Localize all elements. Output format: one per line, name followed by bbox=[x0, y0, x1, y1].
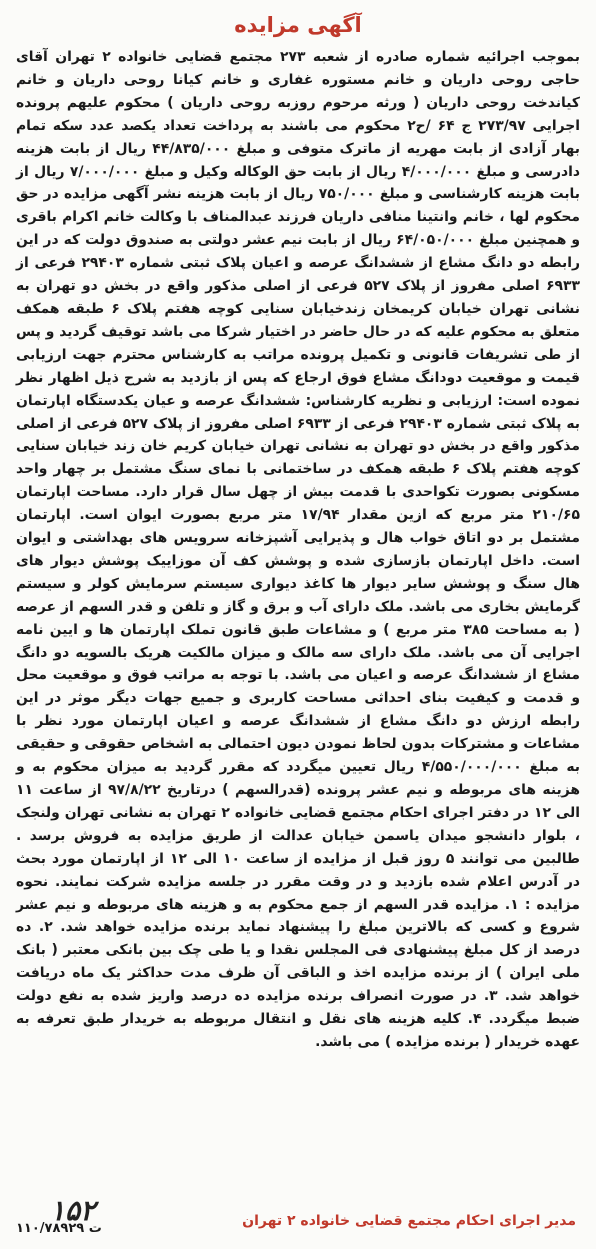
signature-line: مدیر اجرای احکام مجتمع قضایی خانواده ۲ تهران bbox=[242, 1213, 576, 1229]
notice-footer bbox=[10, 1194, 586, 1238]
notice-body: بموجب اجرائیه شماره صادره از شعبه ۲۷۳ مجتمع قضایی خانواده ۲ تهران آقای حاجی روحی داریان و خانم مستوره غفاری و خانم کیانا روحی داریان و خانم کیاندخت روحی داریان ( ورثه مرحوم روزبه روحی داریان ) محکوم علیهم پرونده اجرایی ۲۷۳/۹۷ ج ۶۴ /ح۲ محکوم می باشند به پرداخت تعداد یکصد عدد سکه تمام بهار آزادی از بابت مهریه از ماترک متوفی و مبلغ ۴۴/۸۳۵/۰۰۰ ریال از بابت هزینه دادرسی و مبلغ ۴/۰۰۰/۰۰۰ ریال از بابت حق الوکاله وکیل و مبلغ ۷/۰۰۰/۰۰۰ ریال از بابت هزینه کارشناسی و مبلغ ۷۵۰/۰۰۰ ریال از بابت هزینه نشر آگهی مزایده در حق محکوم لها ، خانم وانتینا منافی داریان فرزند عبدالمناف با وکالت خانم اکرام باقری و همچنین مبلغ ۶۴/۰۵۰/۰۰۰ ریال از بابت نیم عشر دولتی به صندوق دولت که در این رابطه دو دانگ مشاع از ششدانگ عرصه و اعیان پلاک ثبتی شماره ۲۹۴۰۳ فرعی از ۶۹۳۳ اصلی مفروز از پلاک ۵۲۷ فرعی از اصلی مذکور واقع در بخش دو تهران به نشانی تهران خیابان کریمخان زندخیابان سنایی کوچه هفتم پلاک ۶ طبقه همکف متعلق به محکوم علیه که در حال حاضر در اختیار شرکا می باشد توقیف گردید و پس از طی تشریفات قانونی و تکمیل پرونده مراتب به کارشناس محترم جهت ارزیابی قیمت و موقعیت دودانگ مشاع فوق ارجاع که پس از بازدید به شرح ذیل اظهار نظر نموده است: ارزیابی و نظریه کارشناس: ششدانگ عرصه و عیان یکدستگاه اپارتمان به پلاک ثبتی شماره ۲۹۴۰۳ فرعی از ۶۹۳۳ اصلی مفروز از پلاک ۵۲۷ فرعی از اصلی مذکور واقع در بخش دو تهران به نشانی تهران خیابان کریم خان زند خیابان سنایی کوچه هفتم پلاک ۶ طبقه همکف در ساختمانی با نمای سنگ مشتمل بر چهار واحد مسکونی بصورت تکواحدی با قدمت بیش از چهل سال قرار دارد. مساحت اپارتمان ۲۱۰/۶۵ متر مربع که ازین مقدار ۱۷/۹۴ متر مربع بصورت ایوان است. اپارتمان مشتمل بر دو اتاق خواب هال و پذیرایی آشپزخانه سرویس های بهداشتی و ایوان است. داخل اپارتمان بازسازی شده و پوشش کف آن موزاییک پوشش دیوار های هال سنگ و پوشش سایر دیوار ها کاغذ دیواری سیستم سرمایش کولر و سیستم گرمایش بخاری می باشد. ملک دارای آب و برق و گاز و تلفن و قدر السهم از عرصه ( به مساحت ۳۸۵ متر مربع ) و مشاعات طبق قانون تملک اپارتمان ها و ایین نامه اجرایی آن می باشد. ملک دارای سه مالک و میزان مالکیت هریک بالسویه دو دانگ مشاع از ششدانگ عرصه و اعیان می باشد. با توجه به مراتب فوق و موقعیت محل و قدمت و کیفیت بنای احداثی مساحت کاربری و جمیع جهات دیگر موثر در این رابطه ارزش دو دانگ مشاع از ششدانگ عرصه و اعیان اپارتمان مورد نظر با مشاعات و مشترکات بدون لحاظ نمودن دیون احتمالی به اشخاص حقوقی و حقیقی به مبلغ ۴/۵۵۰/۰۰۰/۰۰۰ ریال تعیین میگردد که مقرر گردید به میزان محکوم به و هزینه های مربوطه و نیم عشر پرونده (قدرالسهم ) درتاریخ ۹۷/۸/۲۲ از ساعت ۱۱ الی ۱۲ در دفتر اجرای احکام مجتمع قضایی خانواده ۲ تهران به نشانی تهران ولنجک ، بلوار دانشجو میدان یاسمن خیابان عدالت از طریق مزایده به فروش برسد . طالبین می توانند ۵ روز قبل از مزایده از ساعت ۱۰ الی ۱۲ از اپارتمان مورد بحث در آدرس اعلام شده بازدید و در وقت مقرر در جلسه مزایده شرکت نمایند. نحوه مزایده : ۱. مزایده قدر السهم از جمع محکوم به و هزینه های مربوطه و نیم عشر شروع و کسی که بالاترین مبلغ را پیشنهاد نماید برنده مزایده خواهد شد. ۲. ده درصد از کل مبلغ پیشنهادی فی المجلس نقدا و یا طی چک بین بانکی معتبر ( بانک ملی ایران ) از برنده مزایده اخذ و الباقی آن ظرف مدت حداکثر یک ماه دریافت خواهد شد. ۳. در صورت انصراف برنده مزایده ده درصد واریز شده به نفع دولت ضبط میگردد. ۴. کلیه هزینه های نقل و انتقال مربوطه به خریدار طبق تعرفه به عهده خریدار ( برنده مزایده ) می باشد. bbox=[16, 49, 581, 1050]
notice-title: آگهی مزایده bbox=[234, 13, 362, 37]
handwritten-number-stamp: ۱۵۲ bbox=[50, 1194, 96, 1227]
notice-container bbox=[10, 8, 586, 1241]
notice-code: ۱۱۰/۷۸۹۲۹ ت bbox=[16, 1221, 102, 1236]
